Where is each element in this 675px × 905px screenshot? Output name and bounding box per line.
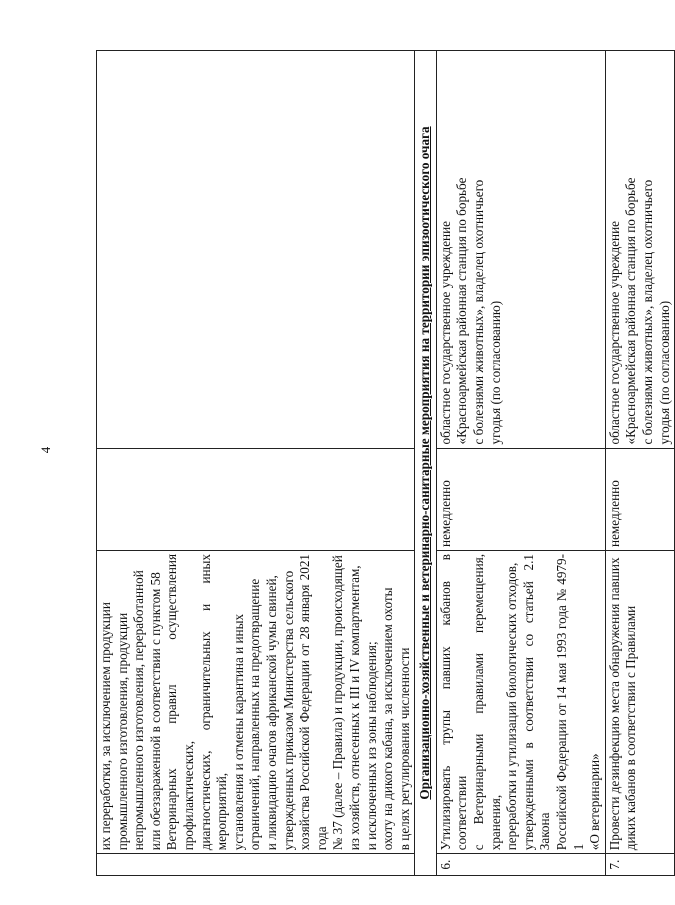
measures-table (96, 50, 675, 876)
measure-line: или обеззараженной в соответствии с пунктом 58 (147, 572, 163, 851)
deadline-cell (97, 448, 415, 550)
measure-text (605, 550, 674, 853)
responsible-cell (436, 51, 605, 449)
measure-line: в целях регулирования численности (396, 647, 412, 851)
measure-text (97, 550, 415, 853)
responsible-line: областное государственное учреждение (437, 220, 453, 445)
responsible-line: «Красноармейская районная станция по борьбе (623, 177, 639, 445)
deadline-cell: немедленно (605, 448, 674, 550)
responsible-cell (97, 51, 415, 449)
measure-line: диагностических, ограничительных и иных мероприятий, (197, 553, 230, 851)
measure-line: непромышленного изготовления, переработанной (131, 570, 147, 851)
measure-line: промышленного изготовления, продукции (114, 612, 130, 851)
responsible-line: угодья (по согласованию) (487, 300, 503, 445)
measure-line: Утилизировать трупы павших кабанов в соответствии (437, 553, 470, 851)
measure-line: утвержденных приказом Министерства сельского (280, 570, 296, 851)
measure-line: установления и отмены карантина и иных (230, 613, 246, 851)
responsible-line: угодья (по согласованию) (656, 300, 672, 445)
measure-line: хозяйства Российской Федерации от 28 января 2021 года (297, 553, 329, 851)
section-title: Организационно-хозяйственные и ветеринарно-санитарные мероприятия на территории эпизоотического очага (415, 51, 437, 876)
responsible-line: «Красноармейская районная станция по борьбе (454, 177, 470, 445)
measure-line: с Ветеринарными правилами перемещения, хранения, (471, 553, 503, 851)
measure-line: ограничений, направленных на предотвращение (247, 578, 263, 851)
row-number (97, 854, 415, 876)
measure-line: их переработки, за исключением продукции (98, 602, 113, 851)
row-number: 6. (436, 854, 605, 876)
measure-line: и исключенных из зоны наблюдения; (363, 641, 379, 851)
rotated-table-container (96, 50, 672, 876)
deadline-cell: немедленно (436, 448, 605, 550)
section-row (415, 51, 437, 876)
measure-line: № 37 (далее – Правила) и продукции, происходящей (330, 555, 346, 851)
measure-line: «О ветеринарии» (587, 753, 603, 851)
measure-line: утвержденными в соответствии со статьей 2.1 Закона (520, 553, 553, 851)
measure-line: охоту на дикого кабана, за исключением охоты (380, 587, 396, 851)
responsible-line: областное государственное учреждение (606, 220, 622, 445)
responsible-line: с болезнями животных», владелец охотничьего (471, 179, 487, 445)
measure-line: диких кабанов в соответствии с Правилами (623, 605, 639, 851)
measure-line: из хозяйств, отнесенных к III и IV компартментам, (346, 565, 362, 851)
responsible-cell (605, 51, 674, 449)
page-number: 4 (38, 446, 53, 454)
measure-line: Ветеринарных правил осуществления профилактических, (164, 553, 196, 851)
measure-line: Российской Федерации от 14 мая 1993 года № 4979-1 (554, 553, 586, 851)
table-row (97, 51, 415, 876)
responsible-line: с болезнями животных», владелец охотничьего (640, 179, 655, 445)
measure-line: переработки и утилизации биологических отходов, (504, 562, 520, 851)
table-row (436, 51, 605, 876)
row-number: 7. (605, 854, 674, 876)
measure-line: и ликвидацию очагов африканской чумы свиней, (263, 575, 279, 851)
measure-line: Провести дезинфекцию места обнаружения павших (606, 557, 622, 851)
measure-text (436, 550, 605, 853)
table-row (605, 51, 674, 876)
